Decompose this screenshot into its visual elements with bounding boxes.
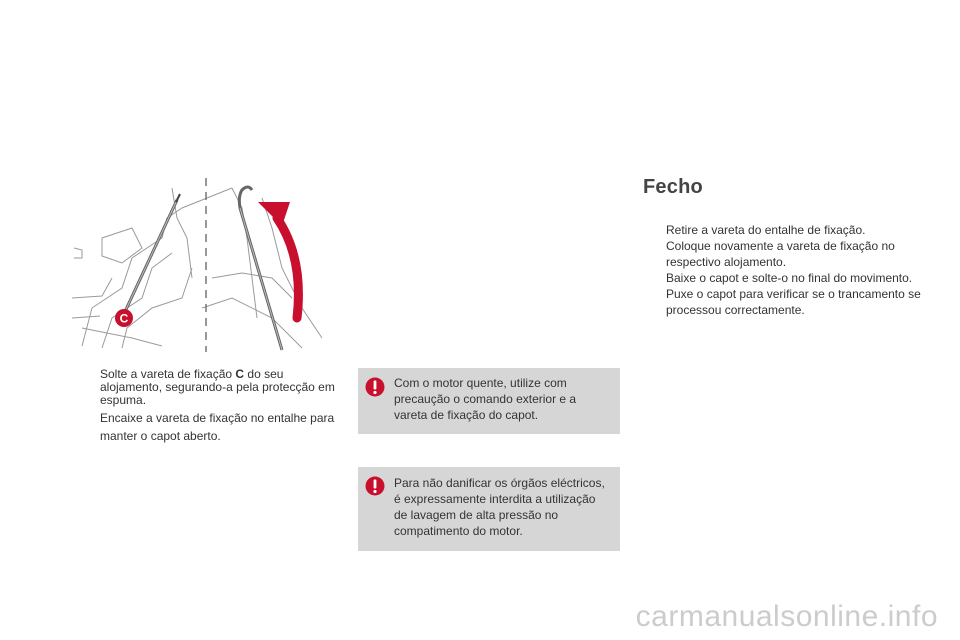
section-title: Fecho: [643, 176, 703, 198]
hood-prop-rod-illustration: [72, 178, 324, 352]
list-item: Coloque novamente a vareta de fixação no respectivo alojamento.: [666, 239, 895, 269]
warning-text: Para não danificar os órgãos eléctricos, é expressamente interdita a utilização de lavagem de alta pressão no compatimento do motor.: [394, 476, 605, 538]
warning-box-high-pressure: [358, 467, 620, 551]
open-steps-list: [80, 368, 340, 447]
warning-box-hot-engine: [358, 368, 620, 434]
list-item: Puxe o capot para verificar se o trancamento se processou correctamente.: [666, 287, 921, 317]
warning-icon: [365, 377, 385, 397]
watermark: carmanualsonline.info: [635, 600, 938, 633]
close-steps-list: [643, 222, 933, 318]
list-item: Retire a vareta do entalhe de fixação.: [666, 223, 866, 237]
warning-icon: [365, 476, 385, 496]
list-item: Baixe o capot e solte-o no final do movimento.: [666, 271, 913, 285]
warning-text: Com o motor quente, utilize com precaução o comando exterior e a vareta de fixação do capot.: [394, 376, 577, 422]
list-item: Encaixe a vareta de fixação no entalhe para manter o capot aberto.: [100, 411, 335, 443]
callout-c-label: C: [119, 311, 129, 326]
list-item: Solte a vareta de fixação C do seu alojamento, segurando-a pela protecção em espuma.: [100, 367, 335, 407]
